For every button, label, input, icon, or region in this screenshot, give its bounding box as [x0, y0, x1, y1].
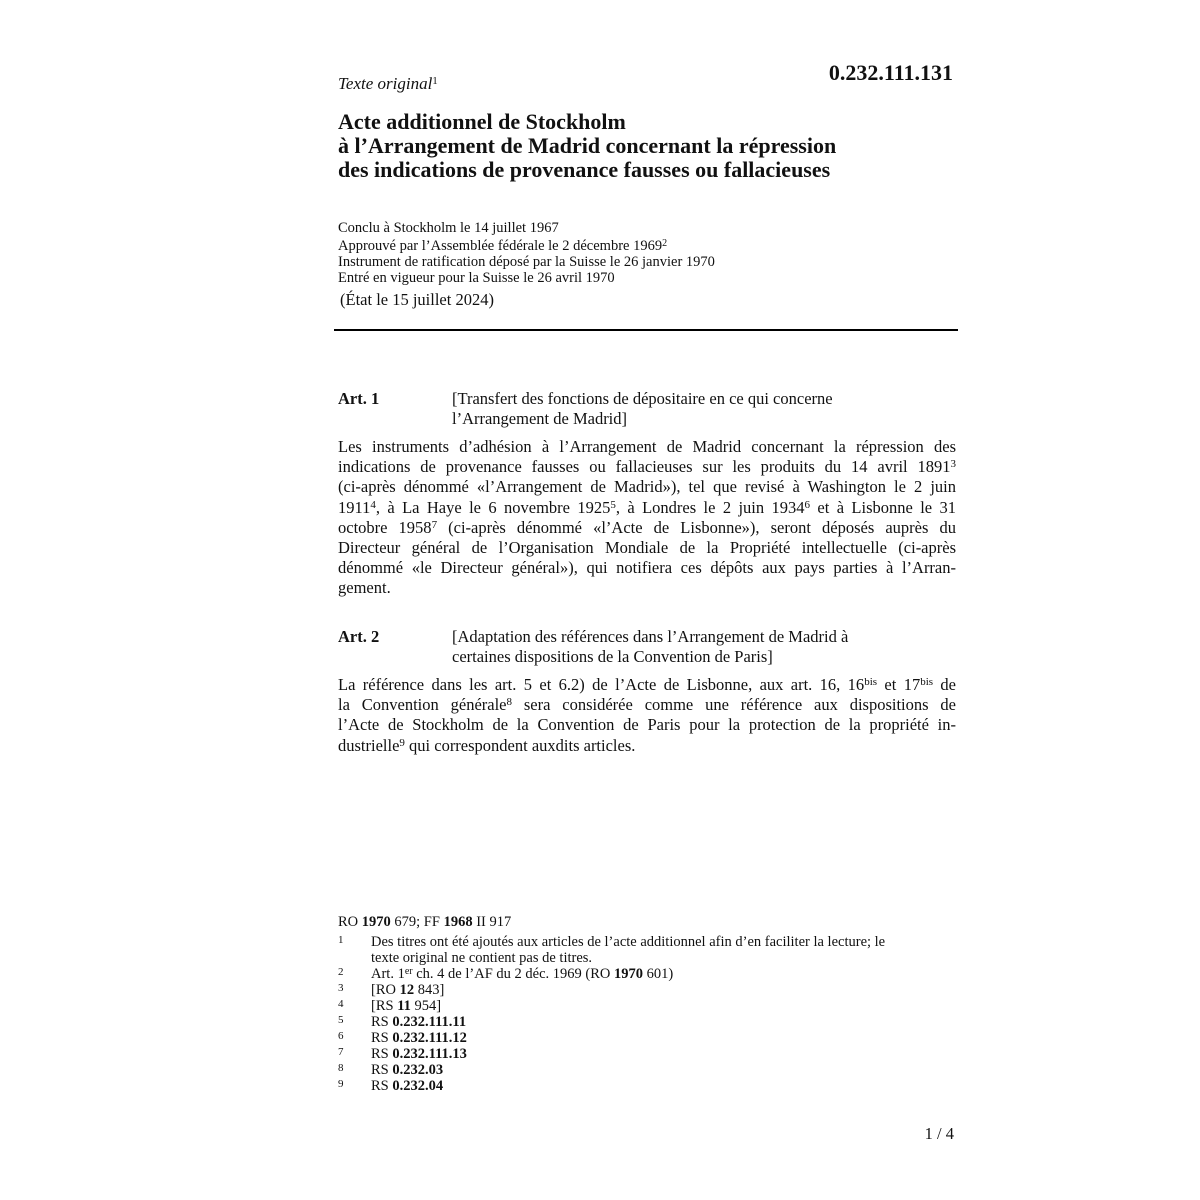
text-run: et à Lisbonne le 31 [810, 497, 956, 517]
text-run: II 917 [472, 914, 512, 930]
text-run: RO [338, 914, 362, 930]
text-run: RS [371, 1030, 393, 1046]
article-number: Art. 1 [338, 389, 380, 408]
footnote-ref[interactable]: 9 [399, 736, 405, 749]
superscript: bis [920, 676, 934, 688]
footnote [338, 998, 958, 1014]
text-run: 1911 [338, 497, 371, 517]
footnote-number: 6 [338, 1030, 344, 1042]
text-run: , à Londres le 2 juin 1934 [615, 497, 805, 517]
text-line [338, 736, 956, 756]
text-run: 11 [397, 998, 411, 1014]
article-2-text [338, 675, 956, 756]
footnote-line: texte original ne contient pas de titres. [371, 950, 593, 966]
text-line: (ci-après dénommé «l’Arrangement de Madrid»), tel que revisé à Washington le 2 juin [338, 477, 956, 497]
text-run: 1970 [613, 966, 643, 982]
text-run: 954] [410, 998, 442, 1014]
concluded-line: Conclu à Stockholm le 14 juillet 1967 [338, 220, 559, 236]
article-title [452, 627, 952, 667]
page-number: 1 / 4 [924, 1124, 954, 1143]
footnote-ref[interactable]: 4 [370, 498, 376, 511]
approved-line [338, 236, 715, 254]
text-line: l’Acte de Stockholm de la Convention de Paris pour la protection de la propriété in- [338, 715, 956, 735]
superscript: bis [864, 676, 878, 688]
footnote-text [371, 1062, 958, 1078]
footnote-line [371, 1078, 958, 1094]
footnote-number: 3 [338, 982, 344, 994]
footnote [338, 1062, 958, 1078]
footnote [338, 1078, 958, 1094]
text-run: RS [371, 1078, 393, 1094]
text-run: 1970 [361, 914, 391, 930]
footnote-line [371, 982, 958, 998]
title-line: Acte additionnel de Stockholm [338, 109, 626, 134]
text-run: RS [371, 1046, 393, 1062]
footnote-text [371, 966, 958, 982]
footnote-line [371, 998, 958, 1014]
publication-source [338, 914, 511, 931]
footnote-text [371, 1078, 958, 1094]
footnote-ref[interactable]: 1 [432, 75, 438, 87]
original-text-label [338, 74, 438, 94]
text-run: Art. 1 [371, 966, 405, 982]
text-line [338, 518, 956, 538]
footnote-number: 8 [338, 1062, 344, 1074]
text-run: [RS [371, 998, 398, 1014]
status-date: (État le 15 juillet 2024) [340, 290, 494, 309]
text-line: Les instruments d’adhésion à l’Arrangement de Madrid concernant la répression des [338, 437, 956, 456]
text-run: et 17 [877, 675, 921, 694]
text-run: qui correspondent auxdits articles. [404, 735, 636, 755]
footnote-text [371, 934, 958, 966]
text-run: La référence dans les art. 5 et 6.2) de l’Acte de Lisbonne, aux art. 16, 16 [338, 675, 865, 694]
rs-link[interactable]: 0.232.03 [392, 1062, 444, 1078]
superscript: er [404, 966, 413, 977]
sr-number: 0.232.111.131 [828, 60, 953, 85]
title-line: des indications de provenance fausses ou fallacieuses [338, 157, 831, 182]
approved-text: Approuvé par l’Assemblée fédérale le 2 décembre 1969 [338, 238, 663, 254]
footnote-ref[interactable]: 3 [950, 458, 956, 471]
text-run: 12 [399, 982, 415, 998]
text-run: 679; FF [390, 914, 444, 930]
footnote-text [371, 1030, 958, 1046]
footnote-line: Des titres ont été ajoutés aux articles de l’acte additionnel afin d’en faciliter la lecture; le [371, 934, 886, 950]
footnote-line [371, 1046, 958, 1062]
footnote [338, 1030, 958, 1046]
rs-link[interactable]: 0.232.04 [392, 1078, 444, 1094]
footnote [338, 934, 958, 966]
text-run: RS [371, 1014, 393, 1030]
footnote-number: 2 [338, 966, 344, 978]
text-run: 1968 [443, 914, 473, 930]
text-run: [RO [371, 982, 400, 998]
footnote-text [371, 982, 958, 998]
article-title-line: l’Arrangement de Madrid] [452, 409, 628, 428]
text-line: gement. [338, 578, 391, 598]
footnote-line [371, 1030, 958, 1046]
text-run: dustrielle [338, 735, 400, 755]
footnote-ref[interactable]: 5 [610, 498, 616, 511]
footnote-ref[interactable]: 6 [804, 498, 811, 511]
footnote-ref[interactable]: 7 [431, 518, 438, 531]
in-force-line: Entré en vigueur pour la Suisse le 26 avril 1970 [338, 270, 615, 286]
text-line [338, 695, 956, 715]
text-run: 843] [414, 982, 445, 998]
footnote-line [371, 1062, 958, 1078]
footnote-number: 1 [338, 934, 344, 946]
text-line [338, 675, 956, 695]
rs-link[interactable]: 0.232.111.12 [392, 1030, 467, 1046]
footnote-number: 5 [338, 1014, 344, 1026]
footnote [338, 966, 958, 982]
footnote-number: 7 [338, 1046, 344, 1058]
text-run: , à La Haye le 6 novembre 1925 [375, 497, 611, 517]
footnote-line [371, 1014, 958, 1030]
footnotes-list [338, 934, 958, 1094]
footnote-text [371, 1014, 958, 1030]
footnote [338, 982, 958, 998]
title-line: à l’Arrangement de Madrid concernant la répression [338, 133, 837, 158]
text-run: indications de provenance fausses ou fallacieuses sur les produits du 14 avril 1891 [338, 457, 951, 477]
document-metadata [338, 220, 715, 286]
header-divider [334, 329, 958, 331]
text-run: RS [371, 1062, 393, 1078]
article-number: Art. 2 [338, 627, 380, 646]
rs-link[interactable]: 0.232.111.13 [392, 1046, 467, 1062]
text-line: Directeur général de l’Organisation Mondiale de la Propriété intellectuelle (ci-après [338, 537, 956, 557]
article-title-line: [Transfert des fonctions de dépositaire en ce qui concerne [452, 389, 833, 408]
original-label-text: Texte original [338, 74, 433, 93]
article-title-line: certaines dispositions de la Convention de Paris] [452, 647, 773, 666]
text-run: la Convention générale [338, 695, 507, 715]
footnote [338, 1014, 958, 1030]
footnote [338, 1046, 958, 1062]
footnote-ref[interactable]: 8 [506, 696, 512, 709]
text-run: sera considérée comme une référence aux dispositions de [512, 695, 956, 715]
ratification-line: Instrument de ratification déposé par la Suisse le 26 janvier 1970 [338, 254, 715, 270]
article-title [452, 389, 952, 429]
text-run: octobre 1958 [338, 517, 432, 537]
footnote-line [371, 966, 958, 982]
footnote-ref[interactable]: 2 [662, 238, 668, 249]
document-title [338, 110, 958, 182]
article-title-line: [Adaptation des références dans l’Arrangement de Madrid à [452, 627, 849, 646]
text-run: de [933, 675, 956, 694]
footnote-number: 4 [338, 998, 344, 1010]
text-run: 601) [642, 966, 674, 982]
article-1-text [338, 437, 956, 599]
text-line [338, 498, 956, 518]
text-run: (ci-après dénommé «l’Acte de Lisbonne»), seront déposés auprès du [437, 517, 956, 537]
footnote-text [371, 998, 958, 1014]
text-line: dénommé «le Directeur général»), qui notifiera ces dépôts aux pays parties à l’Arran- [338, 558, 956, 578]
text-line [338, 457, 956, 477]
text-run: ch. 4 de l’AF du 2 déc. 1969 (RO [412, 966, 614, 982]
footnote-number: 9 [338, 1078, 344, 1090]
footnote-text [371, 1046, 958, 1062]
rs-link[interactable]: 0.232.111.11 [392, 1014, 467, 1030]
